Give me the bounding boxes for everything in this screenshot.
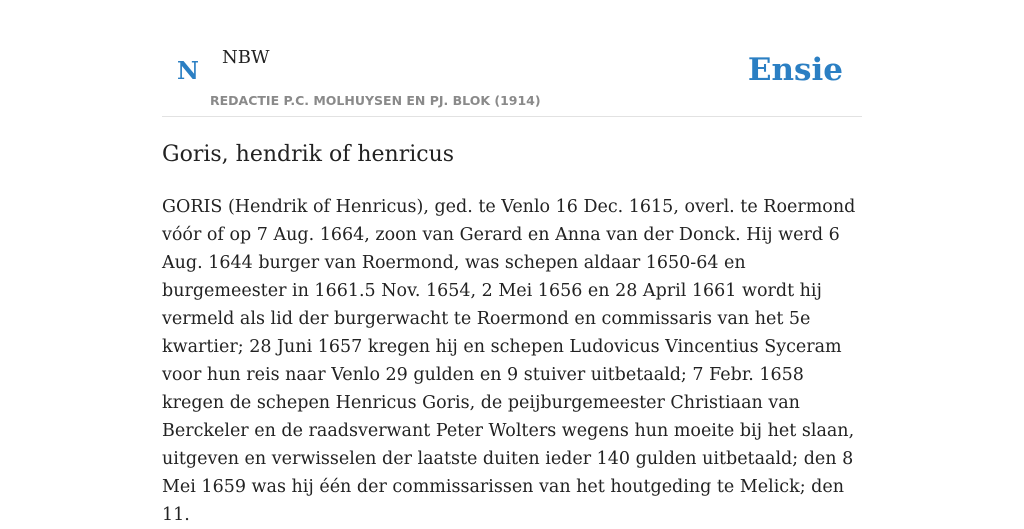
entry-title: Goris, hendrik of henricus — [162, 142, 455, 167]
source-logo[interactable]: N — [177, 56, 199, 85]
source-header — [162, 0, 862, 117]
source-subtitle: REDACTIE P.C. MOLHUYSEN EN PJ. BLOK (1914) — [210, 93, 541, 108]
source-title[interactable]: NBW — [222, 47, 270, 68]
entry-body: GORIS (Hendrik of Henricus), ged. te Venlo 16 Dec. 1615, overl. te Roermond vóór of op 7 Aug. 1664, zoon van Gerard en Anna van der Donck. Hij werd 6 Aug. 1644 burger van Roermond, was schepen aldaar 1650-64 en burgemeester in 1661.5 Nov. 1654, 2 Mei 1656 en 28 April 1661 wordt hij vermeld als lid der burgerwacht te Roermond en commissaris van het 5e kwartier; 28 Juni 1657 kregen hij en schepen Ludovicus Vincentius Syceram voor hun reis naar Venlo 29 gulden en 9 stuiver uitbetaald; 7 Febr. 1658 kregen de schepen Henricus Goris, de peijburgemeester Christiaan van Berckeler en de raadsverwant Peter Wolters wegens hun moeite bij het slaan, uitgeven en verwisselen der laatste duiten ieder 140 gulden uitbetaald; den 8 Mei 1659 was hij één der commissarissen van het houtgeding te Melick; den 11. — [162, 197, 856, 525]
ensie-logo[interactable]: Ensie — [747, 52, 843, 88]
